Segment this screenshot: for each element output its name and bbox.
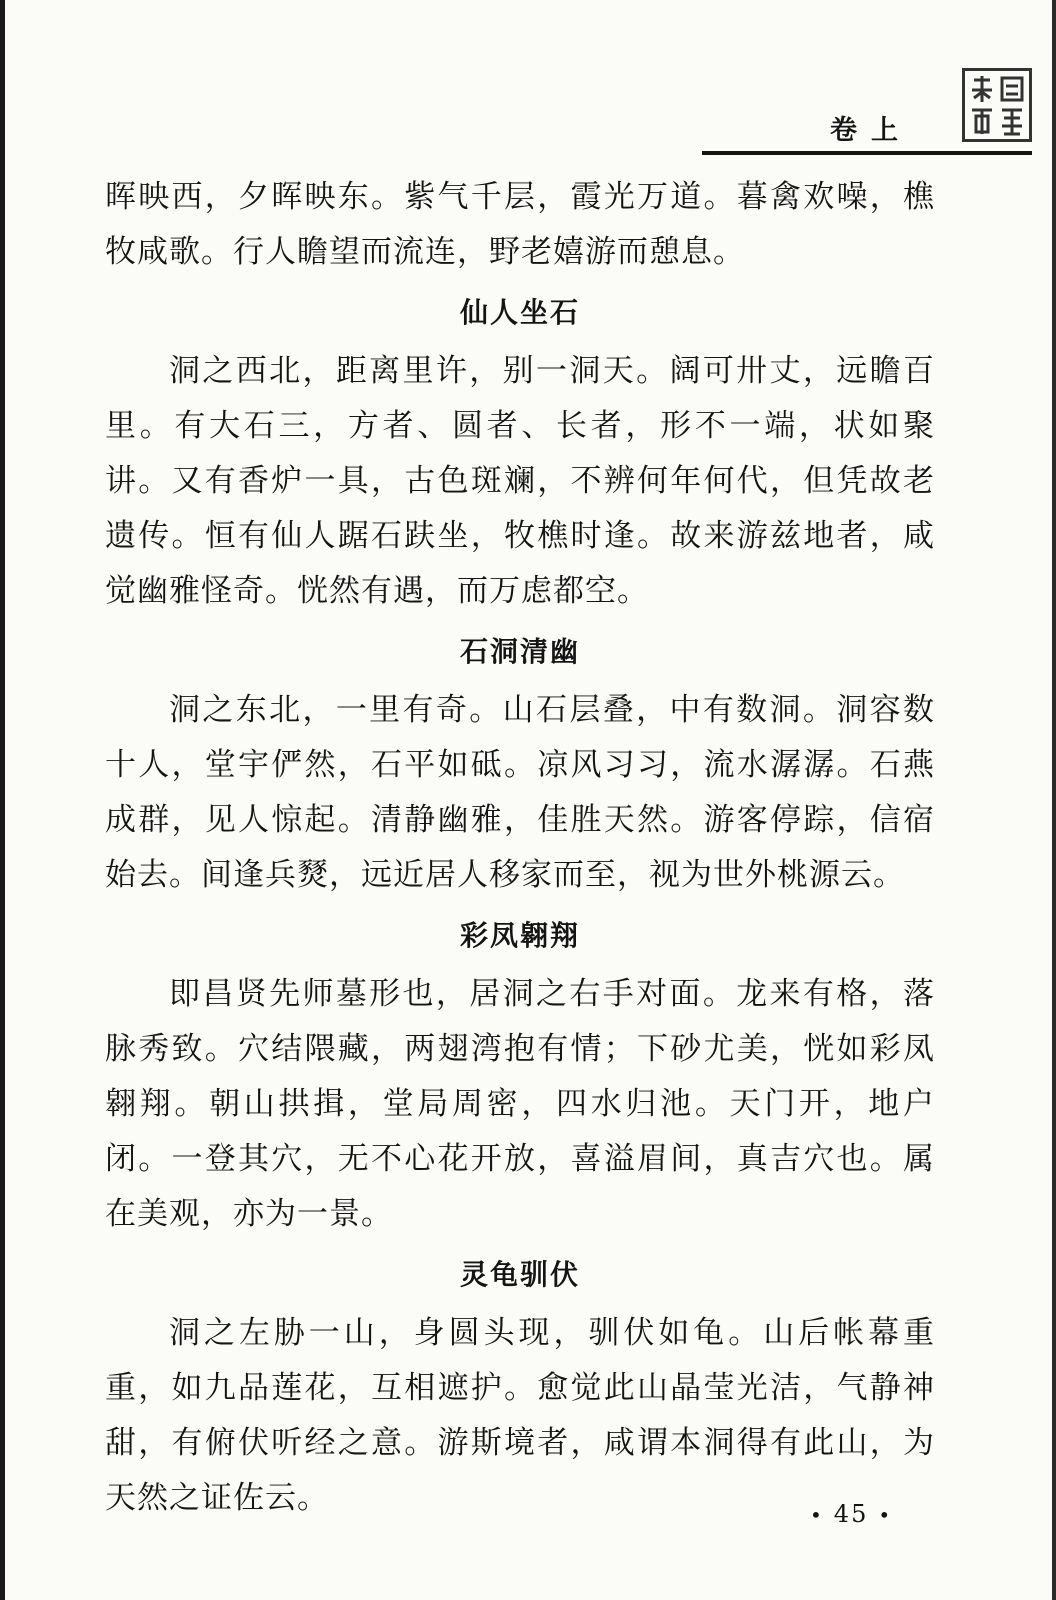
running-head-title: 卷上 bbox=[830, 115, 912, 146]
page-edge-right bbox=[1052, 0, 1056, 1600]
seal-glyph-icon bbox=[966, 72, 1028, 138]
page-number-value: 45 bbox=[833, 1500, 869, 1528]
bullet-left: • bbox=[810, 1503, 824, 1527]
section-title: 仙人坐石 bbox=[459, 296, 580, 329]
section-phoenix-soaring bbox=[105, 909, 935, 1242]
section-body: 洞之左胁一山，身圆头现，驯伏如龟。山后帐幕重重，如九品莲花，互相遮护。愈觉此山晶莹光洁，气静神甜，有俯伏听经之意。游斯境者，咸谓本洞得有此山，为天然之证佐云。 bbox=[105, 1315, 935, 1516]
page-number bbox=[800, 1500, 902, 1528]
intro-paragraph: 晖映西，夕晖映东。紫气千层，霞光万道。暮禽欢噪，樵牧咸歌。行人瞻望而流连，野老嬉游而憩息。 bbox=[105, 179, 935, 270]
section-body: 洞之东北，一里有奇。山石层叠，中有数洞。洞容数十人，堂宇俨然，石平如砥。凉风习习，流水潺潺。石燕成群，见人惊起。清静幽雅，佳胜天然。游客停踪，信宿始去。间逢兵燹，远近居人移家而至，视为世外桃源云。 bbox=[105, 692, 935, 893]
section-tortoise-tamed bbox=[105, 1248, 935, 1526]
page-body bbox=[105, 170, 935, 1526]
section-title: 彩凤翱翔 bbox=[459, 919, 580, 952]
section-body: 即昌贤先师墓形也，居洞之右手对面。龙来有格，落脉秀致。穴结隈藏，两翅湾抱有情；下砂尤美，恍如彩凤翱翔。朝山拱揖，堂局周密，四水归池。天门开，地户闭。一登其穴，无不心花开放，喜溢眉间，真吉穴也。属在美观，亦为一景。 bbox=[105, 976, 935, 1232]
section-title: 灵龟驯伏 bbox=[459, 1258, 580, 1291]
bullet-right: • bbox=[878, 1503, 893, 1527]
header-rule bbox=[702, 151, 1032, 155]
page-edge-left bbox=[0, 0, 5, 1600]
library-seal-stamp bbox=[962, 68, 1032, 142]
section-immortal-sitting-stone bbox=[105, 286, 935, 619]
section-title: 石洞清幽 bbox=[459, 635, 580, 668]
section-stone-cave-serenity bbox=[105, 625, 935, 903]
section-body: 洞之西北，距离里许，别一洞天。阔可卅丈，远瞻百里。有大石三，方者、圆者、长者，形不一端，状如聚讲。又有香炉一具，古色斑斓，不辨何年何代，但凭故老遗传。恒有仙人踞石趺坐，牧樵时逢。故来游兹地者，咸觉幽雅怪奇。恍然有遇，而万虑都空。 bbox=[105, 353, 935, 609]
